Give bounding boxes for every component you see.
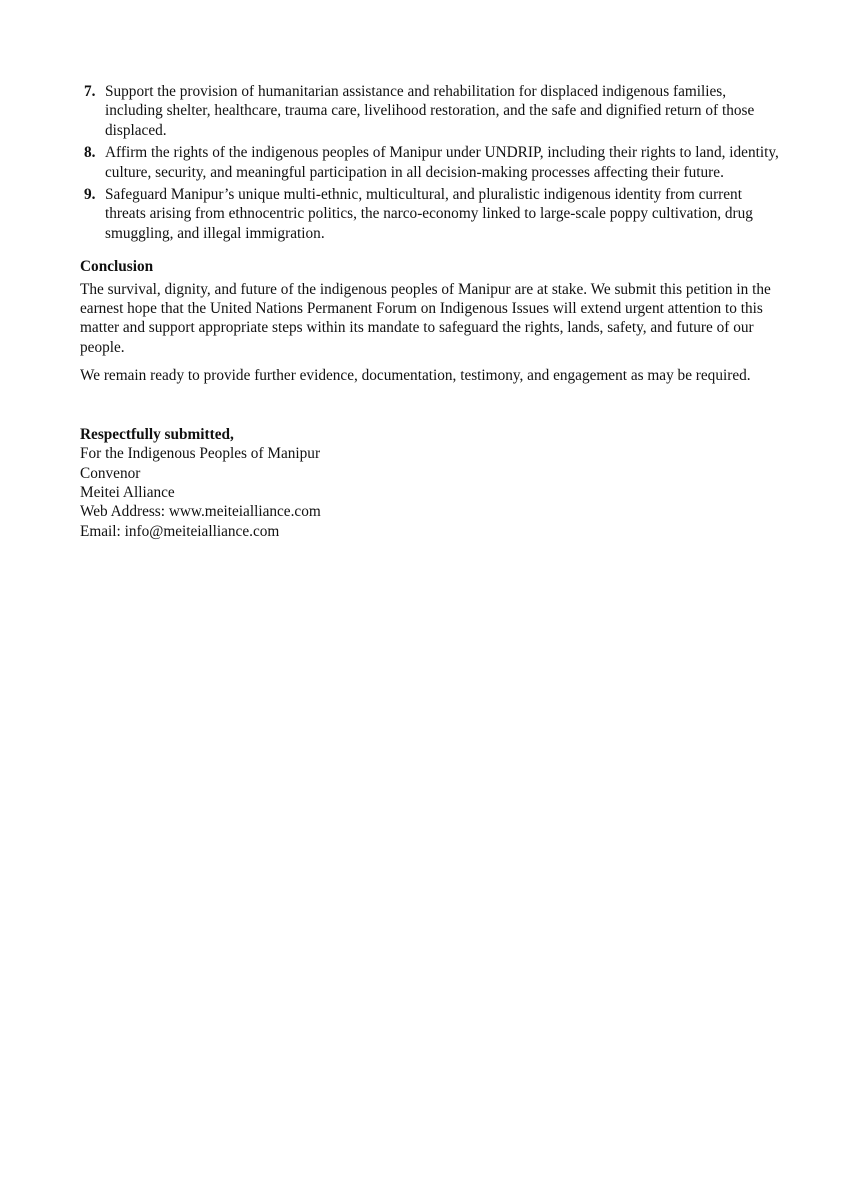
list-text: Safeguard Manipur’s unique multi-ethnic, multicultural, and pluralistic indigenous identity from current threats arising from ethnocentric politics, the narco-economy linked to large-scale poppy cultivation, drug smuggling, and illegal immigration. — [105, 186, 753, 242]
page-content — [80, 82, 780, 541]
list-number: 9. — [84, 186, 96, 204]
email-line: Email: info@meiteialliance.com — [80, 522, 280, 540]
conclusion-paragraph: The survival, dignity, and future of the indigenous peoples of Manipur are at stake. We submit this petition in the earnest hope that the United Nations Permanent Forum on Indigenous Issues will extend urgent attention to this matter and support appropriate steps within its mandate to safeguard the rights, lands, safety, and future of our people. — [80, 280, 771, 356]
closing-paragraph: We remain ready to provide further evidence, documentation, testimony, and engagement as may be required. — [80, 367, 751, 385]
list-item-7 — [80, 82, 780, 140]
closing-salutation: Respectfully submitted, — [80, 425, 234, 443]
list-item-9 — [80, 185, 780, 243]
conclusion-heading: Conclusion — [80, 258, 154, 276]
list-text: Affirm the rights of the indigenous peoples of Manipur under UNDRIP, including their rights to land, identity, culture, security, and meaningful participation in all decision-making processes affecting their future. — [105, 144, 779, 181]
list-number: 7. — [84, 83, 96, 100]
web-address-line: Web Address: www.meiteialliance.com — [80, 503, 321, 521]
role-line: Convenor — [80, 464, 141, 482]
signature-block — [80, 425, 780, 541]
list-number: 8. — [84, 144, 96, 162]
on-behalf-line: For the Indigenous Peoples of Manipur — [80, 445, 321, 463]
list-text: Support the provision of humanitarian assistance and rehabilitation for displaced indigenous families, including shelter, healthcare, trauma care, livelihood restoration, and the safe and dignified return of those displaced. — [105, 83, 755, 139]
organization-line: Meitei Alliance — [80, 483, 175, 501]
list-item-8 — [80, 143, 780, 182]
